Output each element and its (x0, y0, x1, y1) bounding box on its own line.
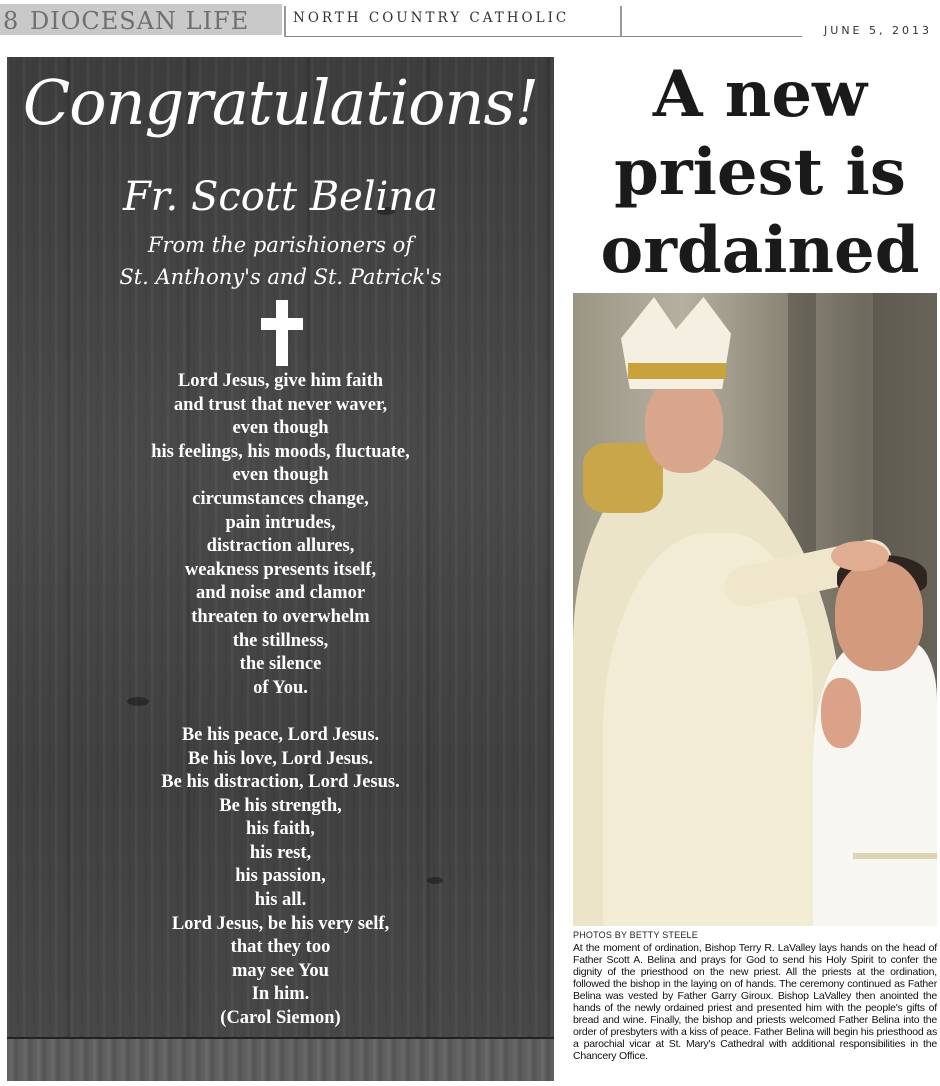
headline-line: ordained (600, 213, 920, 288)
bishop-hand (831, 541, 889, 571)
prayer-line: distraction allures, (206, 536, 355, 557)
priest-name: Fr. Scott Belina (123, 174, 438, 220)
section-banner (0, 4, 282, 35)
article-headline (600, 56, 920, 290)
header-divider (284, 6, 286, 37)
cross-icon (261, 300, 303, 366)
photo-credit: PHOTOS BY BETTY STEELE (573, 930, 698, 940)
folded-hands (821, 678, 861, 748)
prayer-line: even though (232, 465, 329, 486)
prayer-line (7, 700, 554, 724)
page-number: 8 (3, 7, 19, 35)
prayer-line: his faith, (246, 819, 315, 840)
prayer-line: In him. (251, 984, 310, 1005)
prayer-line: Be his peace, Lord Jesus. (181, 724, 380, 745)
prayer-line: the silence (239, 654, 322, 675)
section-title: DIOCESAN LIFE (30, 7, 250, 35)
prayer-line: Lord Jesus, give him faith (177, 371, 384, 391)
prayer-line: even though (232, 418, 329, 439)
parish-names: St. Anthony's and St. Patrick's (119, 265, 442, 289)
prayer-line: his rest, (249, 842, 312, 863)
from-line: From the parishioners of (147, 233, 414, 257)
prayer-poem (7, 370, 554, 1031)
prayer-line: (Carol Siemon) (220, 1008, 341, 1029)
headline-line: priest is (614, 135, 906, 210)
bottom-board (7, 1039, 554, 1081)
prayer-line: his passion, (235, 866, 326, 887)
header-divider (620, 6, 622, 37)
prayer-line: that they too (230, 937, 331, 958)
ad-title: Congratulations! (22, 66, 539, 139)
prayer-line: threaten to overwhelm (191, 606, 370, 627)
prayer-line: Lord Jesus, be his very self, (171, 913, 390, 934)
headline-line: A new (652, 57, 868, 132)
photo-caption: At the moment of ordination, Bishop Terry R. LaValley lays hands on the head of Father Scott A. Belina and prays for God to send his Holy Spirit to confer the dignity of the priesthood on the new priest. All the priests at the ordination, followed the bishop in the laying on of hands. The ceremony continued as Father Belina was vested by Father Garry Giroux. Bishop LaValley then anointed the hands of the newly ordained priest and presented him with the people's gifts of bread and wine. Finally, the bishop and priests welcomed Father Belina into the order of presbyters with a kiss of peace. Father Belina will begin his priesthood as a parochial vicar at St. Mary's Cathedral with additional responsibilities in the Chancery Office. (573, 942, 937, 1062)
prayer-line: may see You (232, 960, 329, 981)
prayer-line: of You. (253, 677, 308, 698)
prayer-line: pain intrudes, (225, 512, 336, 533)
prayer-line: and trust that never waver, (173, 394, 388, 415)
priest-head (835, 561, 923, 671)
prayer-line: weakness presents itself, (184, 559, 377, 580)
bishop-head (645, 378, 723, 473)
congratulations-ad (7, 57, 554, 1081)
header-rule (286, 36, 802, 37)
mitre-band (628, 363, 726, 379)
prayer-line: his feelings, his moods, fluctuate, (151, 441, 410, 462)
issue-date: JUNE 5, 2013 (824, 24, 932, 37)
prayer-line: Be his love, Lord Jesus. (187, 748, 374, 769)
publication-name: NORTH COUNTRY CATHOLIC (293, 10, 570, 26)
prayer-line: the stillness, (232, 630, 329, 651)
prayer-line: Be his strength, (219, 795, 342, 816)
prayer-line: circumstances change, (192, 488, 369, 509)
ordination-photo (573, 293, 937, 926)
prayer-line: his all. (254, 890, 307, 911)
prayer-line: and noise and clamor (195, 583, 366, 604)
prayer-line: Be his distraction, Lord Jesus. (161, 772, 400, 793)
